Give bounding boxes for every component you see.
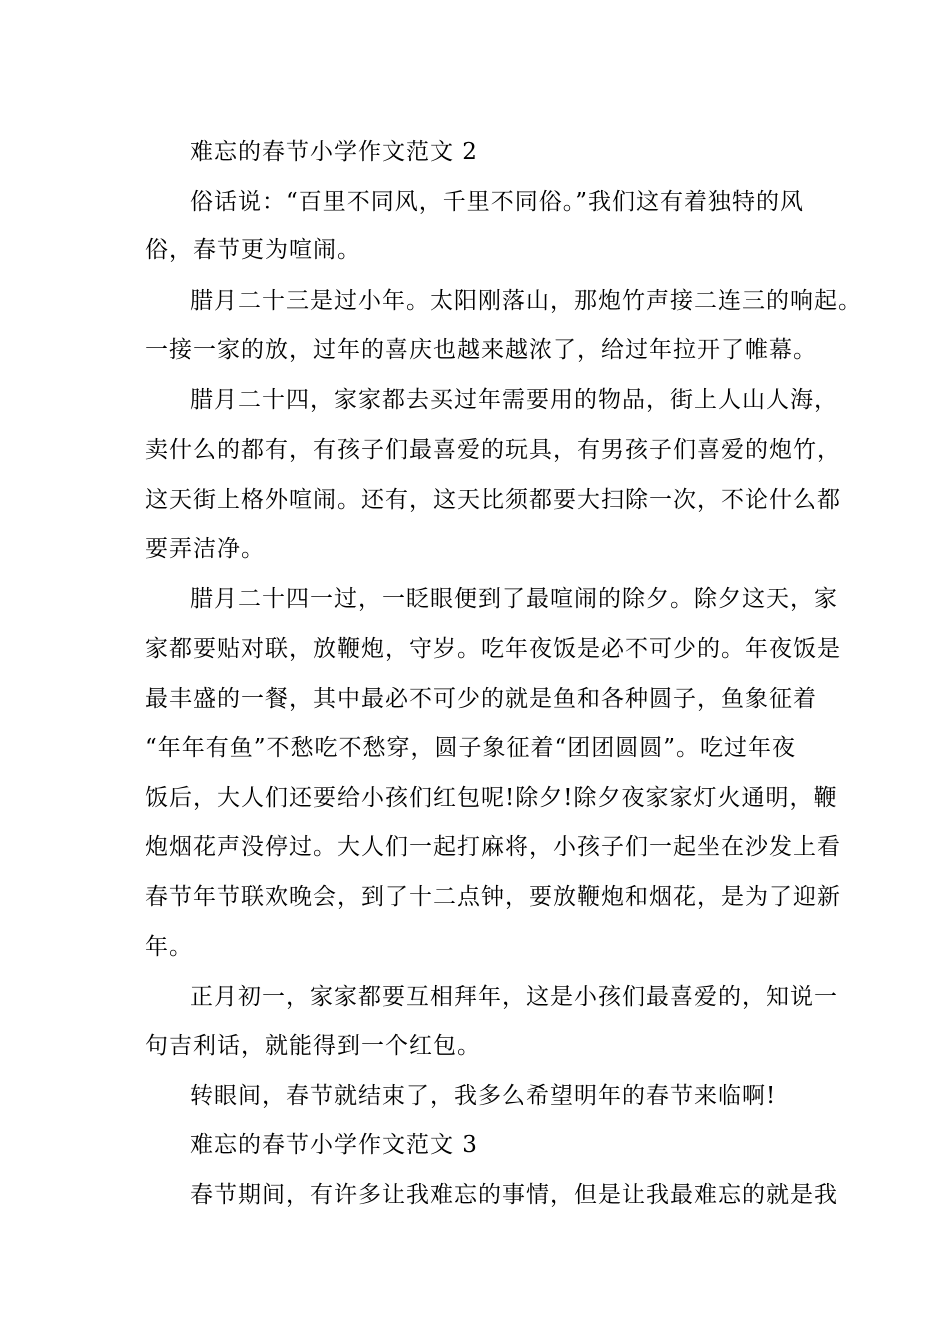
heading-essay-3: 难忘的春节小学作文范文 3 bbox=[190, 1132, 478, 1158]
paragraph-4-line-6: 炮烟花声没停过。大人们一起打麻将，小孩子们一起坐在沙发上看 bbox=[145, 834, 841, 860]
paragraph-2-line-1: 腊月二十三是过小年。太阳刚落山，那炮竹声接二连三的响起。 bbox=[190, 288, 862, 314]
heading-essay-2: 难忘的春节小学作文范文 2 bbox=[190, 139, 478, 165]
paragraph-4-line-2: 家都要贴对联，放鞭炮，守岁。吃年夜饭是必不可少的。年夜饭是 bbox=[145, 636, 841, 662]
paragraph-1-line-1: 俗话说：“百里不同风，千里不同俗。”我们这有着独特的风 bbox=[190, 189, 805, 215]
paragraph-6-line-1: 转眼间，春节就结束了，我多么希望明年的春节来临啊! bbox=[190, 1083, 777, 1109]
paragraph-4-line-8: 年。 bbox=[145, 934, 193, 960]
paragraph-3-line-1: 腊月二十四，家家都去买过年需要用的物品，街上人山人海， bbox=[190, 387, 838, 413]
paragraph-4-line-7: 春节年节联欢晚会，到了十二点钟，要放鞭炮和烟花，是为了迎新 bbox=[145, 884, 841, 910]
paragraph-5-line-2: 句吉利话，就能得到一个红包。 bbox=[145, 1033, 481, 1059]
paragraph-5-line-1: 正月初一，家家都要互相拜年，这是小孩们最喜爱的，知说一 bbox=[190, 984, 838, 1010]
paragraph-3-line-4: 要弄洁净。 bbox=[145, 536, 265, 562]
paragraph-3-line-3: 这天街上格外喧闹。还有，这天比须都要大扫除一次，不论什么都 bbox=[145, 487, 841, 513]
paragraph-1-line-2: 俗，春节更为喧闹。 bbox=[145, 237, 361, 263]
paragraph-4-line-3: 最丰盛的一餐，其中最必不可少的就是鱼和各种圆子，鱼象征着 bbox=[145, 686, 817, 712]
paragraph-4-line-5: 饭后，大人们还要给小孩们红包呢!除夕!除夕夜家家灯火通明，鞭 bbox=[145, 785, 838, 811]
paragraph-3-line-2: 卖什么的都有，有孩子们最喜爱的玩具，有男孩子们喜爱的炮竹， bbox=[145, 437, 841, 463]
paragraph-7-line-1: 春节期间，有许多让我难忘的事情，但是让我最难忘的就是我 bbox=[190, 1182, 838, 1208]
paragraph-2-line-2: 一接一家的放，过年的喜庆也越来越浓了，给过年拉开了帷幕。 bbox=[145, 337, 817, 363]
paragraph-4-line-4: “年年有鱼”不愁吃不愁穿，圆子象征着“团团圆圆”。吃过年夜 bbox=[145, 735, 797, 761]
paragraph-4-line-1: 腊月二十四一过，一眨眼便到了最喧闹的除夕。除夕这天，家 bbox=[190, 586, 838, 612]
